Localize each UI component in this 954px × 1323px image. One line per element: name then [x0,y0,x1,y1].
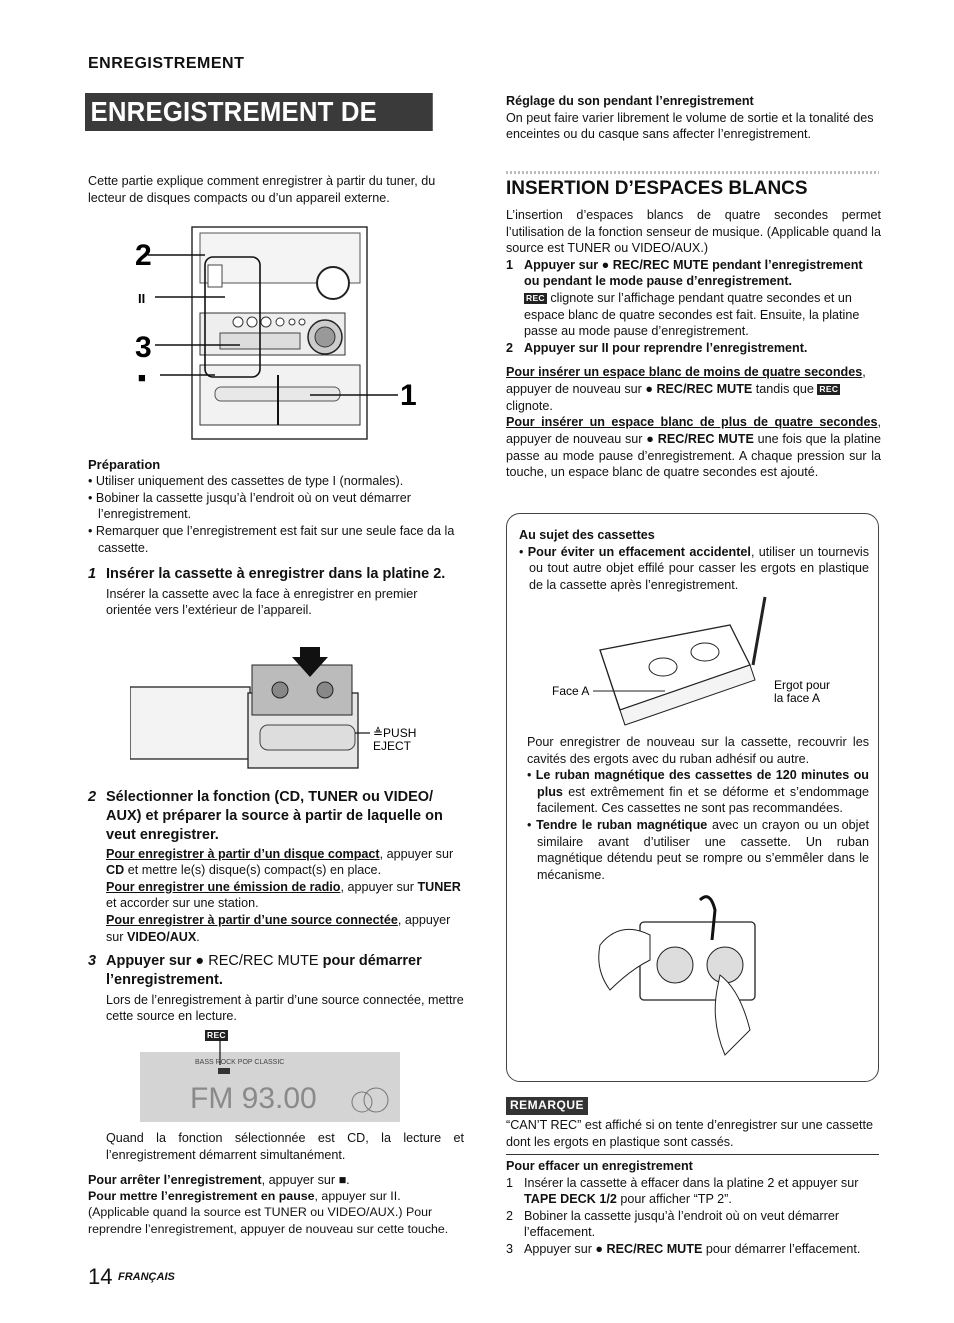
insertion-step-1-title: 1 Appuyer sur ● REC/REC MUTE pendant l’enregistrement ou pendant le mode pause d’enregistrement. [506,257,863,289]
section-label: ENREGISTREMENT [88,55,245,72]
cassette-info-top [519,527,869,593]
eject-label: EJECT [373,739,412,753]
preparation-section [88,456,464,556]
stop-instruction: Pour arrêter l’enregistrement, appuyer sur ■. [88,1173,350,1187]
insertion-section [506,207,881,481]
page-title-banner: ENREGISTREMENT DE BASE [85,93,433,131]
rec-indicator: REC [526,293,545,304]
step-1-text: Insérer la cassette avec la face à enregistrer en premier orientée vers l’extérieur de l’appareil. [106,586,418,618]
face-a-label: Face A [552,684,590,698]
box-paragraph-2: Pour enregistrer de nouveau sur la cassette, recouvrir les cavités des ergots avec du ruban adhésif ou autre. [527,735,869,766]
insert-more-text: Pour insérer un espace blanc de plus de quatre secondes, appuyer de nouveau sur ● REC/REC MUTE une fois que la platine passe au mode pause d’enregistrement. A chaque pression sur la touche, un espace blanc de quatre secondes est ajouté. [506,415,882,480]
box-bullet-3: • Tendre le ruban magnétique avec un crayon ou un objet similaire avant d’utiliser une cassette. Un ruban magnétique détendu peut se rompre ou s’emmêler dans le mécanisme. [527,818,869,882]
reglage-section [506,93,881,143]
callout-3: 3 [135,331,152,364]
step-2-title: 2 Sélectionner la fonction (CD, TUNER ou VIDEO/ AUX) et préparer la source à partir de laquelle on veut enregistrer. [88,789,443,843]
box-bullet-2: • Le ruban magnétique des cassettes de 120 minutes ou plus est extrêmement fin et se déforme et s’endommage facilement. Ces cassettes ne sont pas recommandées. [527,768,869,816]
section-divider [506,171,879,174]
preparation-title: Préparation [88,457,161,472]
step-3 [88,952,464,1025]
step-3-text: Lors de l’enregistrement à partir d’une source connectée, mettre cette source en lecture. [106,992,464,1024]
prep-item: • Bobiner la cassette jusqu’à l’endroit où on veut démarrer l’enregistrement. [88,490,411,522]
insertion-step-1-text: REC clignote sur l’affichage pendant quatre secondes et un espace blanc de quatre secondes est fait. Ensuite, la platine passe au mode pause d’enregistrement. [524,291,860,339]
ergot-label-line1: Ergot pour [774,678,831,692]
stereo-unit-figure [130,225,430,445]
page-number: 14 [88,1264,113,1289]
rec-indicator: REC [207,1030,226,1040]
prep-item: • Utiliser uniquement des cassettes de type I (normales). [88,474,404,489]
reglage-text: On peut faire varier librement le volume de sortie et la tonalité des enceintes ou du casque sans affecter l’enregistrement. [506,110,874,142]
erase-section [506,1158,881,1258]
display-eq-labels: BASS ROCK POP CLASSIC [195,1059,285,1066]
insertion-text: L’insertion d’espaces blancs de quatre secondes permet l’utilisation de la fonction senseur de musique. (Applicable quand la source est TUNER ou VIDEO/AUX.) [506,208,881,256]
callout-pause: II [138,291,146,306]
display-frequency: FM 93.00 [190,1082,317,1115]
box-title: Au sujet des cassettes [519,528,655,542]
cassette-insert-figure [130,645,430,780]
step-2-cd: Pour enregistrer à partir d’un disque compact, appuyer sur CD et mettre le(s) disque(s) compact(s) en place. [106,846,454,878]
step-1-title: 1 Insérer la cassette à enregistrer dans la platine 2. [88,566,446,582]
cassette-info-bottom [527,734,869,883]
insert-less-text: Pour insérer un espace blanc de moins de quatre secondes, appuyer de nouveau sur ● REC/REC MUTE tandis que REC clignote. [506,365,866,413]
remarque-label: REMARQUE [506,1097,588,1115]
callout-2: 2 [135,239,152,272]
step-2-radio: Pour enregistrer une émission de radio, appuyer sur TUNER et accorder sur une station. [106,879,461,911]
reglage-title: Réglage du son pendant l’enregistrement [506,94,754,108]
cd-note: Quand la fonction sélectionnée est CD, la lecture et l’enregistrement démarrent simultanément. [106,1131,464,1162]
step-2 [88,788,464,945]
insertion-title: INSERTION D’ESPACES BLANCS [506,178,808,199]
divider-rule [506,1154,879,1155]
pause-instruction: Pour mettre l’enregistrement en pause, appuyer sur II. (Applicable quand la source est TUNER ou VIDEO/AUX.) Pour reprendre l’enregistrement, appuyer de nouveau sur cette touche. [88,1189,449,1236]
erase-step-2: 2 Bobiner la cassette jusqu’à l’endroit où on veut démarrer l’effacement. [506,1208,840,1240]
insertion-step-2-title: 2 Appuyer sur II pour reprendre l’enregistrement. [506,340,808,355]
step-3-title: 3 Appuyer sur ● REC/REC MUTE pour démarrer l’enregistrement. [88,953,422,988]
erase-title: Pour effacer un enregistrement [506,1159,693,1173]
intro-text: Cette partie explique comment enregistrer à partir du tuner, du lecteur de disques compacts ou d’un appareil externe. [88,174,436,205]
prep-item: • Remarquer que l’enregistrement est fait sur une seule face da la cassette. [88,523,455,555]
step-1 [88,565,464,619]
callout-1: 1 [400,379,417,412]
page-language: FRANÇAIS [118,1271,175,1283]
tape-tension-figure [580,890,810,1065]
box-bullet-1: • Pour éviter un effacement accidentel, utiliser un tournevis ou tout autre objet effilé pour casser les ergots en plastique de la cassette après l’enregistrement. [519,544,869,592]
push-label: ≜PUSH [373,726,417,740]
ergot-label-line2: la face A [774,691,821,705]
step-2-source: Pour enregistrer à partir d’une source connectée, appuyer sur VIDEO/AUX. [106,912,451,944]
callout-stop: ■ [138,370,146,385]
cassette-tab-figure [545,595,845,730]
remarque-text: “CAN’T REC” est affiché si on tente d’enregistrer sur une cassette dont les ergots en plastique sont cassés. [506,1118,874,1149]
erase-step-1: 1 Insérer la cassette à effacer dans la platine 2 et appuyer sur TAPE DECK 1/2 pour afficher “TP 2”. [506,1175,859,1207]
erase-step-3: 3 Appuyer sur ● REC/REC MUTE pour démarrer l’effacement. [506,1242,861,1257]
display-figure [140,1040,400,1125]
